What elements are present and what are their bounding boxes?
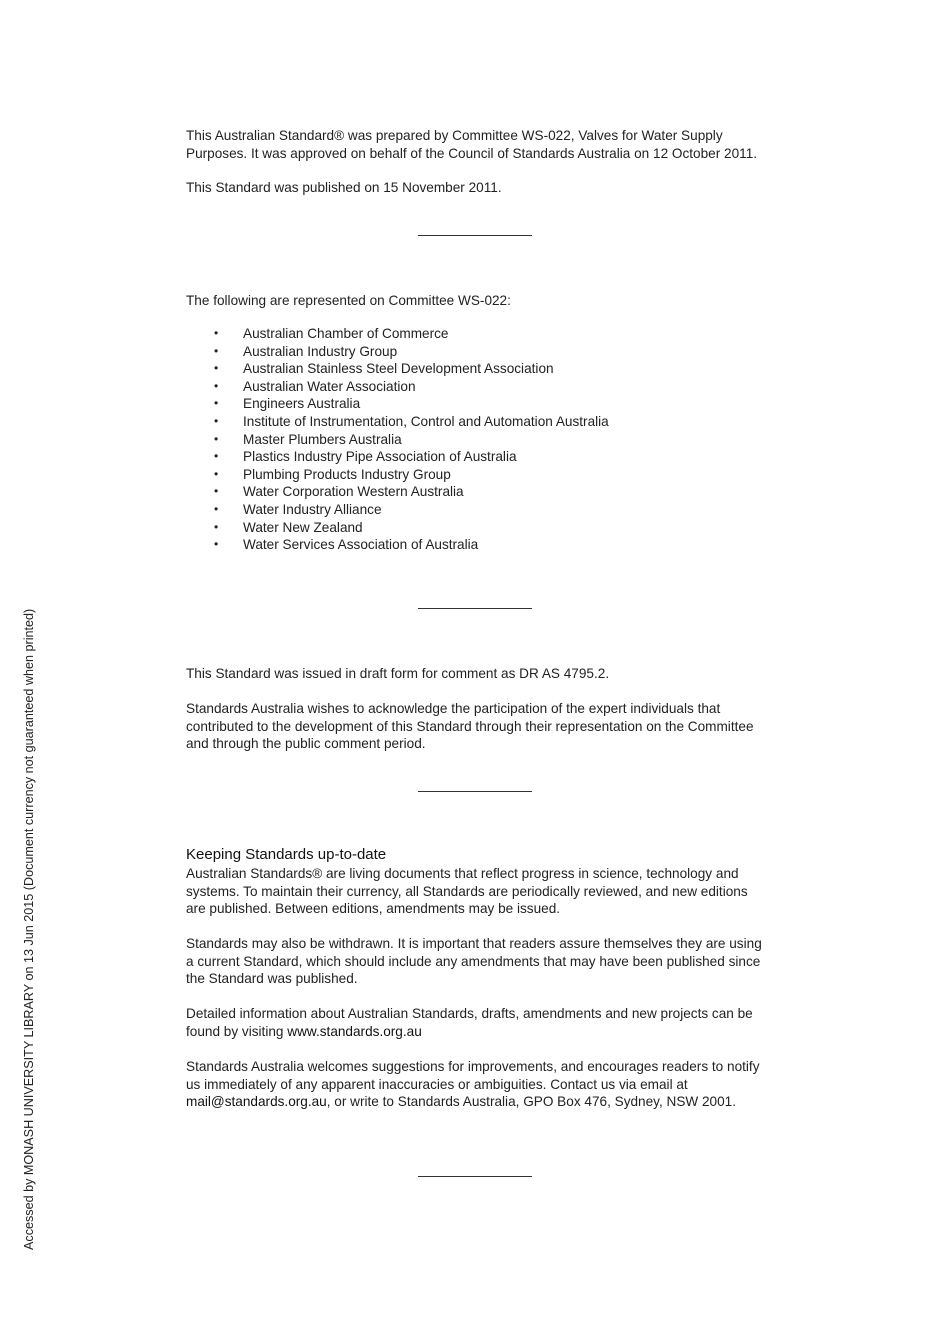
bullet-icon: •: [214, 449, 219, 464]
bullet-icon: •: [214, 537, 219, 552]
bullet-icon: •: [214, 484, 219, 499]
bullet-icon: •: [214, 396, 219, 411]
website-link[interactable]: www.standards.org.au: [287, 1023, 422, 1039]
withdrawn-paragraph: Standards may also be withdrawn. It is important that readers assure themselves they are using a current Standard, which should include any amendments that may have been published since the Standard was published.: [186, 936, 762, 987]
living-documents-paragraph: Australian Standards® are living documents that reflect progress in science, technology and systems. To maintain their currency, all Standards are periodically reviewed, and new editions are published. Between editions, amendments may be issued.: [186, 866, 748, 917]
committee-member: Australian Water Association: [243, 378, 416, 394]
list-item: [186, 360, 766, 378]
committee-member: Water Corporation Western Australia: [243, 484, 464, 500]
committee-member: Water Services Association of Australia: [243, 537, 479, 553]
committee-member: Institute of Instrumentation, Control and Automation Australia: [243, 413, 609, 429]
committee-member: Plumbing Products Industry Group: [243, 466, 451, 482]
list-item: [186, 519, 766, 537]
postal-address-text: , or write to Standards Australia, GPO Box 476, Sydney, NSW 2001.: [326, 1094, 737, 1110]
email-link[interactable]: mail@standards.org.au: [186, 1094, 327, 1110]
list-item: [186, 325, 766, 343]
committee-member: Australian Industry Group: [243, 343, 398, 359]
list-item: [186, 413, 766, 431]
draft-issue-note: This Standard was issued in draft form for comment as DR AS 4795.2.: [186, 666, 610, 681]
bullet-icon: •: [214, 519, 219, 534]
bullet-icon: •: [214, 466, 219, 481]
access-watermark: Accessed by MONASH UNIVERSITY LIBRARY on 13 Jun 2015 (Document currency not guaranteed when printed): [22, 608, 36, 1250]
committee-member: Master Plumbers Australia: [243, 431, 402, 447]
suggestions-paragraph: [186, 1058, 766, 1111]
committee-member: Water Industry Alliance: [243, 501, 382, 517]
list-item: [186, 536, 766, 554]
list-item: [186, 343, 766, 361]
keeping-standards-heading: Keeping Standards up-to-date: [186, 846, 387, 863]
bullet-icon: •: [214, 378, 219, 393]
committee-member: Engineers Australia: [243, 396, 361, 412]
section-divider: [418, 791, 532, 792]
bullet-icon: •: [214, 431, 219, 446]
bullet-icon: •: [214, 501, 219, 516]
committee-member: Plastics Industry Pipe Association of Australia: [243, 449, 517, 465]
section-divider: [418, 1176, 532, 1177]
committee-intro: The following are represented on Committee WS-022:: [186, 293, 511, 308]
committee-member: Water New Zealand: [243, 519, 363, 535]
bullet-icon: •: [214, 326, 219, 340]
list-item: [186, 448, 766, 466]
list-item: [186, 501, 766, 519]
bullet-icon: •: [214, 413, 219, 428]
committee-member-list: [186, 325, 766, 554]
section-divider: [418, 608, 532, 609]
detailed-info-text: Detailed information about Australian Standards, drafts, amendments and new projects can be found by visiting: [186, 1006, 753, 1039]
list-item: [186, 378, 766, 396]
acknowledgement-paragraph: Standards Australia wishes to acknowledge the participation of the expert individuals that contributed to the development of this Standard through their representation on the Committee and through the public comment period.: [186, 701, 754, 752]
committee-member: Australian Chamber of Commerce: [243, 326, 449, 341]
section-divider: [418, 235, 532, 236]
committee-member: Australian Stainless Steel Development Association: [243, 361, 554, 377]
list-item: [186, 483, 766, 501]
suggestions-text: Standards Australia welcomes suggestions for improvements, and encourages readers to notify us immediately of any apparent inaccuracies or ambiguities. Contact us via email at: [186, 1059, 760, 1092]
list-item: [186, 466, 766, 484]
list-item: [186, 431, 766, 449]
detailed-info-paragraph: [186, 1005, 766, 1040]
list-item: [186, 395, 766, 413]
publication-date: This Standard was published on 15 November 2011.: [186, 180, 502, 195]
bullet-icon: •: [214, 343, 219, 358]
bullet-icon: •: [214, 361, 219, 376]
preparation-paragraph: This Australian Standard® was prepared by Committee WS-022, Valves for Water Supply Purposes. It was approved on behalf of the Council of Standards Australia on 12 October 2011.: [186, 128, 758, 161]
